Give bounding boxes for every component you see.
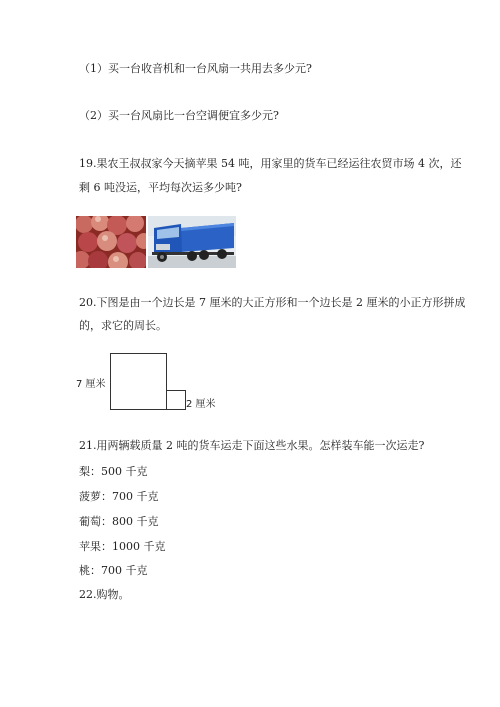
- question-19-line-2: 剩 6 吨没运，平均每次运多少吨?: [79, 181, 242, 194]
- fruit-item-apple: 苹果：1000 千克: [79, 540, 166, 553]
- squares-diagram: [70, 348, 230, 418]
- question-20-line-1: 20.下图是由一个边长是 7 厘米的大正方形和一个边长是 2 厘米的小正方形拼成: [79, 296, 466, 309]
- question-21-line-1: 21.用两辆载质量 2 吨的货车运走下面这些水果。怎样装车能一次运走?: [79, 439, 425, 452]
- question-sub-1: （1）买一台收音机和一台风扇一共用去多少元?: [79, 62, 312, 75]
- fruit-item-pear: 梨：500 千克: [79, 465, 148, 478]
- small-square-label: 2 厘米: [186, 399, 216, 410]
- apples-image: [76, 216, 146, 268]
- big-square: [110, 353, 167, 410]
- truck-image: [148, 216, 236, 268]
- small-square: [166, 390, 186, 410]
- fruit-item-peach: 桃：700 千克: [79, 564, 148, 577]
- question-20-line-2: 的，求它的周长。: [79, 319, 167, 332]
- question-sub-2: （2）买一台风扇比一台空调便宜多少元?: [79, 109, 279, 122]
- question-22: 22.购物。: [79, 588, 130, 601]
- question-19-line-1: 19.果农王叔叔家今天摘苹果 54 吨，用家里的货车已经运往农贸市场 4 次，还: [79, 157, 462, 170]
- fruit-item-pineapple: 菠萝：700 千克: [79, 490, 159, 503]
- fruit-item-grape: 葡萄：800 千克: [79, 515, 159, 528]
- big-square-label: 7 厘米: [76, 379, 106, 390]
